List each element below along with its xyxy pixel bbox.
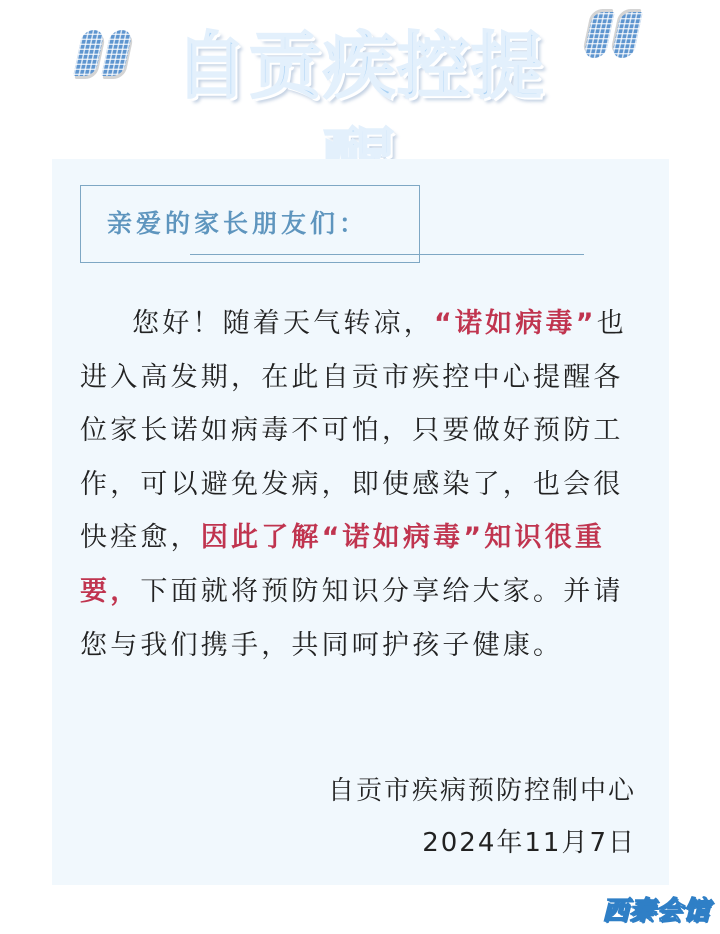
highlight-knowledge: 因此了解“诺如病毒”知识很重要，: [80, 522, 606, 607]
body-text-3: 下面就将预防知识分享给大家。并请您与我们携手，共同呵护孩子健康。: [80, 575, 624, 661]
body-text-2: 也进入高发期，在此自贡市疾控中心提醒各位家长诺如病毒不可怕，只要做好预防工作，可以避免发病，即使感染了，也会很快痊愈，: [80, 308, 627, 554]
quote-close-icon: [588, 12, 638, 58]
watermark-logo: 西秦会馆: [601, 896, 710, 926]
signature-date: 2024年11月7日: [422, 828, 636, 858]
body-text-1: 您好！随着天气转凉，: [132, 308, 434, 339]
highlight-norovirus: “诺如病毒”: [434, 308, 597, 339]
greeting: 亲爱的家长朋友们：: [107, 209, 369, 238]
page-title: 自贡疾控提: [174, 24, 545, 108]
greeting-divider: [190, 254, 584, 255]
signature-org: 自贡市疾病预防控制中心: [327, 776, 636, 806]
header: [0, 0, 720, 130]
signature: [328, 765, 636, 869]
quote-open-icon: [78, 30, 128, 76]
letter-body: [80, 297, 648, 672]
